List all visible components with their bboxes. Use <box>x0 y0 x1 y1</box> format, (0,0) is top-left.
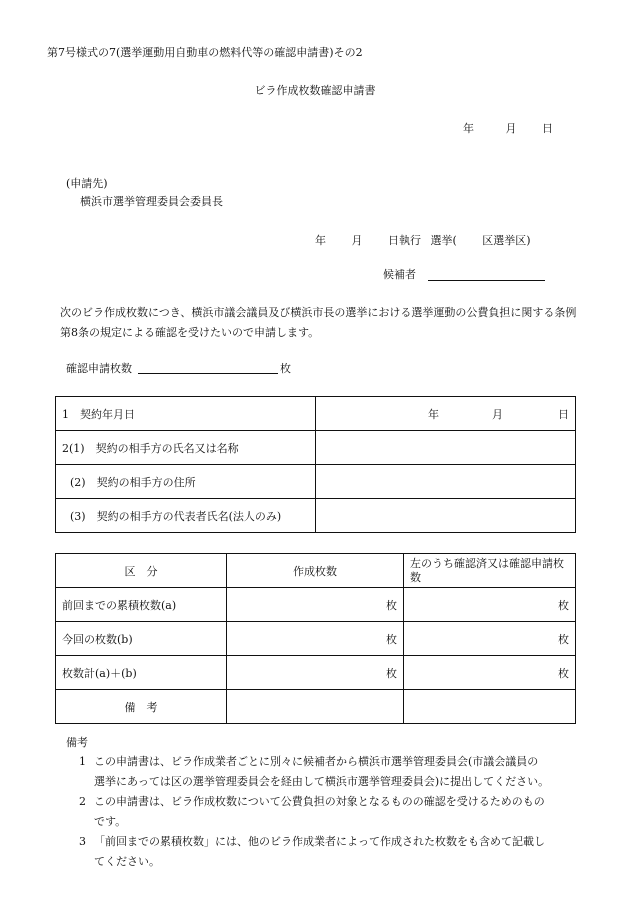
note-line: この申請書は、ビラ作成業者ごとに別々に候補者から横浜市選挙管理委員会(市議会議員の <box>94 755 539 768</box>
election-month: 月 <box>351 234 363 247</box>
count-input-line[interactable] <box>138 373 278 374</box>
election-year: 年 <box>315 234 326 247</box>
note-line: です。 <box>94 815 127 828</box>
contract-table <box>55 396 576 533</box>
table-row <box>56 690 576 724</box>
election-day-exec: 日執行 <box>388 234 421 247</box>
date-day: 日 <box>542 122 553 135</box>
count-table <box>55 553 576 724</box>
notes-heading: 備考 <box>66 736 88 749</box>
table-row <box>56 499 576 533</box>
contract-date-label: 1 契約年月日 <box>56 397 316 431</box>
form-code: 第7号様式の7(選挙運動用自動車の燃料代等の確認申請書)その2 <box>47 46 363 59</box>
application-date <box>463 120 553 136</box>
recipient-label: (申請先) <box>66 177 108 190</box>
table-row <box>56 431 576 465</box>
note-item <box>66 832 586 872</box>
row-total-label: 枚数計(a)＋(b) <box>56 656 227 690</box>
count-unit: 枚 <box>280 362 291 375</box>
row-total-confirmed[interactable]: 枚 <box>404 656 576 690</box>
row-current-label: 今回の枚数(b) <box>56 622 227 656</box>
row-current-confirmed[interactable]: 枚 <box>404 622 576 656</box>
table-row <box>56 656 576 690</box>
request-paragraph: 次のビラ作成枚数につき、横浜市議会議員及び横浜市長の選挙における選挙運動の公費負担に関する条例第8条の規定による確認を受けたいので申請します。 <box>60 306 577 339</box>
row-total-created[interactable]: 枚 <box>227 656 404 690</box>
note-line: 「前回までの累積枚数」には、他のビラ作成業者によって作成された枚数をも含めて記載し <box>94 835 545 848</box>
note-item <box>66 792 586 832</box>
note-line: てください。 <box>94 855 160 868</box>
header-category: 区 分 <box>56 554 227 588</box>
candidate-label: 候補者 <box>383 268 416 281</box>
note-number: 1 <box>79 755 86 768</box>
table-header-row <box>56 554 576 588</box>
recipient-name: 横浜市選挙管理委員会委員長 <box>80 195 223 208</box>
note-line: 選挙にあっては区の選挙管理委員会を経由して横浜市選挙管理委員会)に提出してください。 <box>94 775 550 788</box>
contractor-rep-cell[interactable] <box>316 499 576 533</box>
count-label: 確認申請枚数 <box>66 362 132 375</box>
remarks-label: 備 考 <box>56 690 227 724</box>
table-row <box>56 465 576 499</box>
candidate-signature-line[interactable] <box>428 280 545 281</box>
row-previous-confirmed[interactable]: 枚 <box>404 588 576 622</box>
election-type: 選挙( <box>430 234 457 247</box>
row-previous-created[interactable]: 枚 <box>227 588 404 622</box>
note-item <box>66 752 586 792</box>
note-number: 3 <box>79 835 86 848</box>
note-number: 2 <box>79 795 86 808</box>
table-row <box>56 397 576 431</box>
table-row <box>56 588 576 622</box>
remarks-confirmed-cell[interactable] <box>404 690 576 724</box>
note-line: この申請書は、ビラ作成枚数について公費負担の対象となるものの確認を受けるためのもの <box>94 795 545 808</box>
row-previous-label: 前回までの累積枚数(a) <box>56 588 227 622</box>
date-year: 年 <box>463 122 474 135</box>
contractor-rep-label: (3) 契約の相手方の代表者氏名(法人のみ) <box>56 499 316 533</box>
contractor-address-label: (2) 契約の相手方の住所 <box>56 465 316 499</box>
remarks-created-cell[interactable] <box>227 690 404 724</box>
election-line <box>315 232 531 248</box>
date-month: 月 <box>505 122 517 135</box>
table-row <box>56 622 576 656</box>
contractor-name-label: 2(1) 契約の相手方の氏名又は名称 <box>56 431 316 465</box>
contract-date-cell[interactable] <box>316 397 576 431</box>
contract-month: 月 <box>492 407 503 421</box>
contract-year: 年 <box>428 407 439 421</box>
header-confirmed-count: 左のうち確認済又は確認申請枚数 <box>404 554 576 588</box>
contractor-address-cell[interactable] <box>316 465 576 499</box>
contract-day: 日 <box>558 407 569 421</box>
election-district: 区選挙区) <box>482 234 531 247</box>
row-current-created[interactable]: 枚 <box>227 622 404 656</box>
page-title: ビラ作成枚数確認申請書 <box>254 84 376 97</box>
contractor-name-cell[interactable] <box>316 431 576 465</box>
header-created-count: 作成枚数 <box>227 554 404 588</box>
